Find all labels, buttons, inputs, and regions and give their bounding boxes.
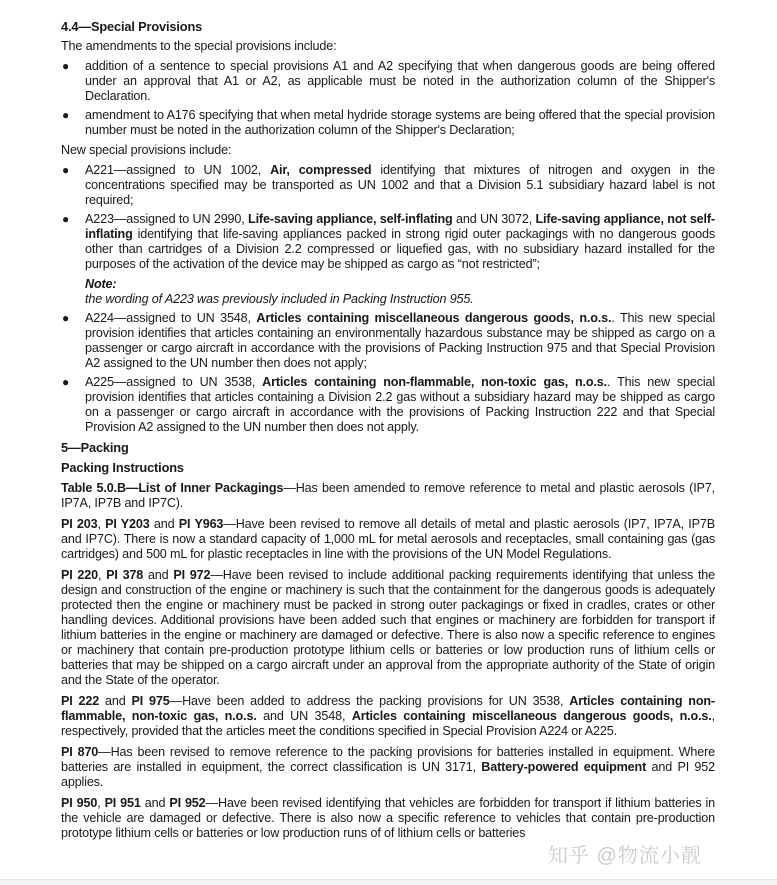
amendments-intro: The amendments to the special provisions include: (61, 39, 337, 53)
paragraph-pi-870 (61, 745, 715, 790)
note-block (61, 277, 715, 307)
new-provisions-intro: New special provisions include: (61, 143, 232, 157)
bullet-icon: ● (62, 108, 70, 122)
provision-bold-name: Life-saving appliance, not self-inflating (85, 212, 715, 241)
watermark: 知乎 @物流小靓 (548, 845, 702, 867)
list-item-a225 (61, 375, 715, 435)
provision-text: and UN 3072, (452, 212, 536, 226)
list-item-a223 (61, 212, 715, 272)
provision-bold-name: Articles containing non-flammable, non-toxic gas, n.o.s. (262, 375, 607, 389)
provision-bold-name: Air, compressed (270, 163, 372, 177)
note-label: Note: (85, 277, 117, 291)
pi-label: PI Y963 (178, 517, 224, 531)
list-item (61, 59, 715, 104)
packing-instructions-subheading: Packing Instructions (61, 460, 184, 475)
article-name: Articles containing non-flammable, non-toxic gas, n.o.s. (61, 694, 715, 723)
document-page (61, 19, 715, 847)
provision-bold-name: Life-saving appliance, self-inflating (248, 212, 453, 226)
pi-label: PI 972 (173, 568, 211, 582)
paragraph-bold-title: Table 5.0.B—List of Inner Packagings (61, 481, 284, 495)
provision-text: . This new special provision identifies that articles containing a Division 2.2 gas without a subsidiary hazard may be shipped as cargo on a passenger or cargo aircraft in accordance with the provisions of Packing Instruction 222 and that Special Provision A2 assigned to the UN number then does not apply. (85, 375, 715, 434)
paragraph-text: —Has been amended to remove reference to metal and plastic aerosols (IP7, IP7A, IP7B and IP7C). (61, 481, 716, 510)
paragraph-table-5-0-b (61, 481, 715, 511)
provision-text: . This new special provision identifies that articles containing an environmentally hazardous substance may be shipped as cargo on a passenger or cargo aircraft in accordance with the provisions of Packing Instruction 975 and that Special Provision A2 assigned to the UN number then does not apply; (85, 311, 715, 370)
pi-label: PI 951 (104, 796, 141, 810)
paragraph-text: —Have been added to address the packing provisions for UN 3538, (169, 694, 570, 708)
list-item-a224 (61, 311, 715, 371)
paragraph-pi-203 (61, 517, 715, 562)
article-name: Battery-powered equipment (481, 760, 647, 774)
paragraph-text: —Have been revised to include additional packing requirements identifying that unless the design and construction of the engine or machinery is such that the containment for the dangerous goods is adequately protected then the engine or machinery must be packed in strong outer packagings or fixed in cradles, crates or other handling devices. Additional provisions have been added such that engines or machinery are forbidden for transport if lithium batteries in the engine or machinery are damaged or defective. There is also now a specific reference to engines or machinery that contain pre-production prototype lithium cells or batteries or low production runs of lithium cells or batteries that may be shipped on a cargo aircraft under an approval from the appropriate authority of the State of origin and the State of the operator. (61, 568, 716, 687)
provision-text: A223—assigned to UN 2990, (85, 212, 249, 226)
bullet-icon: ● (62, 375, 70, 389)
pi-label: PI 203 (61, 517, 98, 531)
amendments-list (61, 59, 715, 138)
list-item-a221 (61, 163, 715, 208)
separator: , (97, 796, 105, 810)
paragraph-text: —Have been revised to remove all details of metal and plastic aerosols (IP7, IP7A, IP7B and IP7C). There is now a standard capacity of 1,000 mL for metal aerosols and receptacles, small containing gas (gas cartridges) and 500 mL for plastic receptacles in line with the provisions of the UN Model Regulations. (61, 517, 715, 561)
separator: and (143, 568, 174, 582)
note-text: the wording of A223 was previously included in Packing Instruction 955. (85, 292, 474, 306)
page-bottom-bar (0, 879, 777, 885)
provision-text: identifying that life-saving appliances packed in strong rigid outer packagings with no dangerous goods other than cartridges of a Division 2.2 compressed or liquefied gas, with no subsidiary hazard installed for the purposes of the activation of the device may be shipped as cargo as “not restricted”; (85, 227, 715, 271)
pi-label: PI 220 (61, 568, 98, 582)
provision-text: A221—assigned to UN 1002, (85, 163, 271, 177)
paragraph-text: and PI 952 applies. (61, 760, 715, 789)
pi-label: PI 952 (169, 796, 206, 810)
paragraph-text: —Has been revised to remove reference to the packing provisions for batteries installed in equipment. Where batteries are installed in equipment, the correct classification is UN 3171, (61, 745, 715, 774)
bullet-icon: ● (62, 311, 70, 325)
provision-text: A224—assigned to UN 3548, (85, 311, 257, 325)
pi-label: PI 975 (131, 694, 170, 708)
separator: , (97, 568, 107, 582)
separator: , (97, 517, 106, 531)
pi-label: PI Y203 (105, 517, 150, 531)
paragraph-text: , respectively, provided that the articles meet the conditions specified in Special Provision A224 or A225. (61, 709, 715, 738)
paragraph-text: and UN 3548, (256, 709, 352, 723)
pi-label: PI 222 (61, 694, 100, 708)
bullet-icon: ● (62, 212, 70, 226)
separator: and (149, 517, 179, 531)
list-item (61, 108, 715, 138)
bullet-icon: ● (62, 59, 70, 73)
separator: and (140, 796, 170, 810)
provision-text: identifying that mixtures of nitrogen and oxygen in the concentrations specified may be transported as UN 1002 and that a Division 5.1 subsidiary hazard label is not required; (85, 163, 715, 207)
section-5-heading: 5—Packing (61, 440, 129, 455)
paragraph-pi-220 (61, 568, 715, 688)
paragraph-text: —Have been revised identifying that vehicles are forbidden for transport if lithium batteries in the vehicle are damaged or defective. There is also now a specific reference to vehicles that contain pre-production prototype lithium cells or batteries or low production runs of of lithium cells or batteries (61, 796, 716, 840)
pi-label: PI 870 (61, 745, 99, 759)
pi-label: PI 378 (106, 568, 144, 582)
amendment-text: amendment to A176 specifying that when metal hydride storage systems are being offered that the special provision number must be noted in the authorization column of the Shipper's Declaration; (85, 108, 715, 137)
provision-text: A225—assigned to UN 3538, (85, 375, 263, 389)
bullet-icon: ● (62, 163, 70, 177)
amendment-text: addition of a sentence to special provisions A1 and A2 specifying that when dangerous goods are being offered under an approval that A1 or A2, as applicable must be noted in the authorization column of the Shipper's Declaration. (85, 59, 715, 103)
article-name: Articles containing miscellaneous dangerous goods, n.o.s. (351, 709, 712, 723)
pi-label: PI 950 (61, 796, 98, 810)
paragraph-pi-950 (61, 796, 715, 841)
paragraph-pi-222 (61, 694, 715, 739)
separator: and (99, 694, 132, 708)
provision-bold-name: Articles containing miscellaneous dangerous goods, n.o.s. (256, 311, 612, 325)
new-provisions-list (61, 163, 715, 272)
new-provisions-list-continued (61, 311, 715, 435)
section-4-4-heading: 4.4—Special Provisions (61, 19, 203, 34)
